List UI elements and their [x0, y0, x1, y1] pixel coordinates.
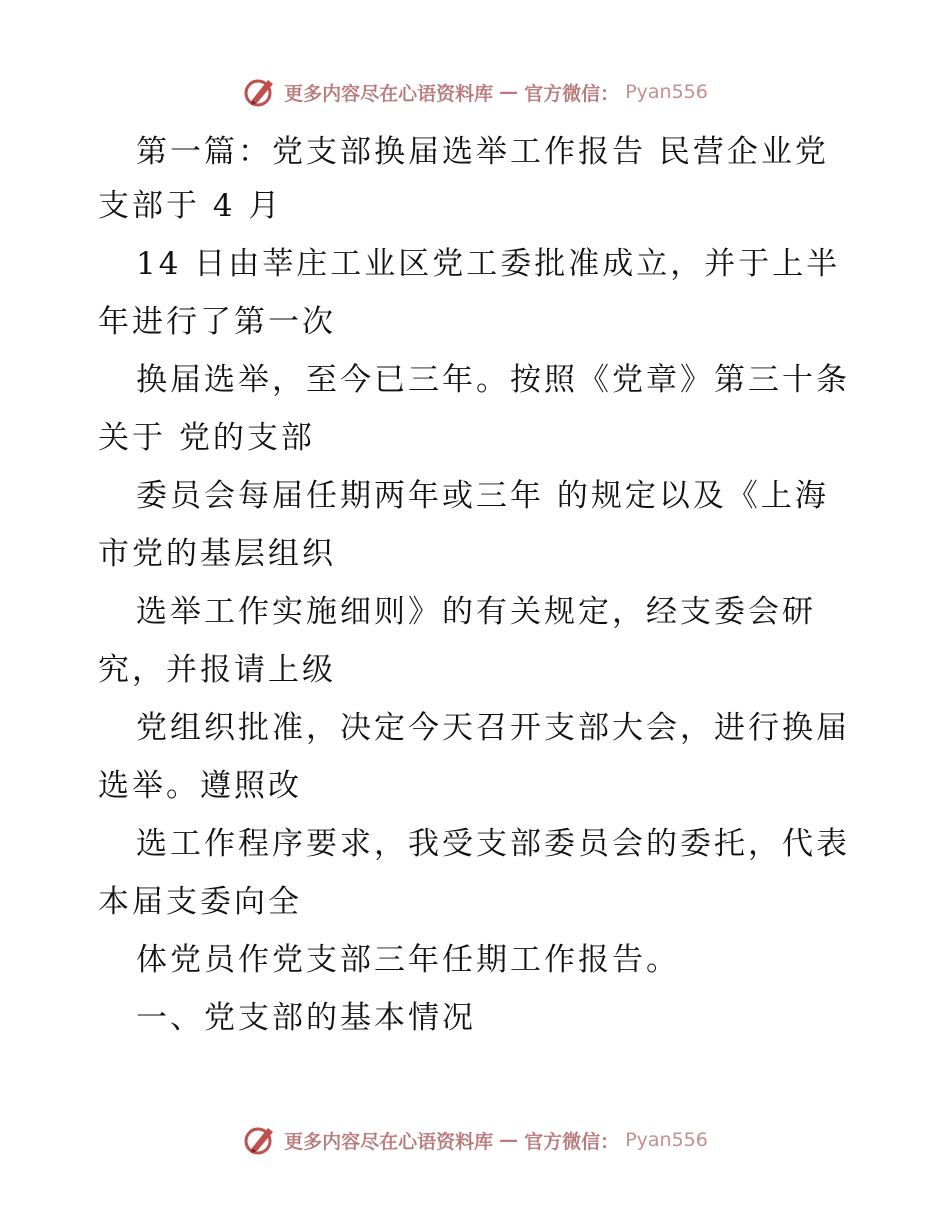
text-line: 支部于 4 月 [98, 188, 283, 224]
text-line: 委员会每届任期两年或三年 的规定以及《上海 [136, 478, 829, 514]
text-line: 年进行了第一次 [98, 304, 336, 340]
text-line: 14 日由莘庄工业区党工委批准成立，并于上半 [136, 246, 841, 282]
watermark-dash: — [499, 1129, 519, 1151]
footer-watermark [0, 1120, 950, 1160]
watermark-site-text: 更多内容尽在心语资料库 [284, 82, 494, 105]
watermark-dash: — [499, 81, 519, 103]
text-line: 市党的基层组织 [98, 536, 336, 572]
watermark-site-text: 更多内容尽在心语资料库 [284, 1130, 494, 1153]
text-line: 第一篇：党支部换届选举工作报告 民营企业党 [136, 134, 829, 170]
text-line: 选工作程序要求，我受支部委员会的委托，代表 [136, 826, 850, 862]
watermark-wechat-label: 官方微信： [524, 1130, 620, 1153]
text-line: 换届选举，至今已三年。按照《党章》第三十条 [136, 362, 850, 398]
pen-logo-icon [242, 1122, 278, 1158]
section-heading: 一、党支部的基本情况 [136, 1000, 476, 1036]
header-watermark [0, 72, 950, 112]
text-line: 党组织批准，决定今天召开支部大会，进行换届 [136, 710, 850, 746]
watermark-wechat-label: 官方微信： [524, 82, 620, 105]
text-line: 体党员作党支部三年任期工作报告。 [136, 942, 680, 978]
watermark-wechat-id: Pyan556 [625, 1129, 708, 1151]
text-line: 本届支委向全 [98, 884, 302, 920]
text-line: 选举。遵照改 [98, 768, 302, 804]
watermark-wechat-id: Pyan556 [625, 81, 708, 103]
text-line: 关于 党的支部 [98, 420, 315, 456]
pen-logo-icon [242, 74, 278, 110]
text-line: 选举工作实施细则》的有关规定，经支委会研 [136, 594, 816, 630]
text-line: 究，并报请上级 [98, 652, 336, 688]
